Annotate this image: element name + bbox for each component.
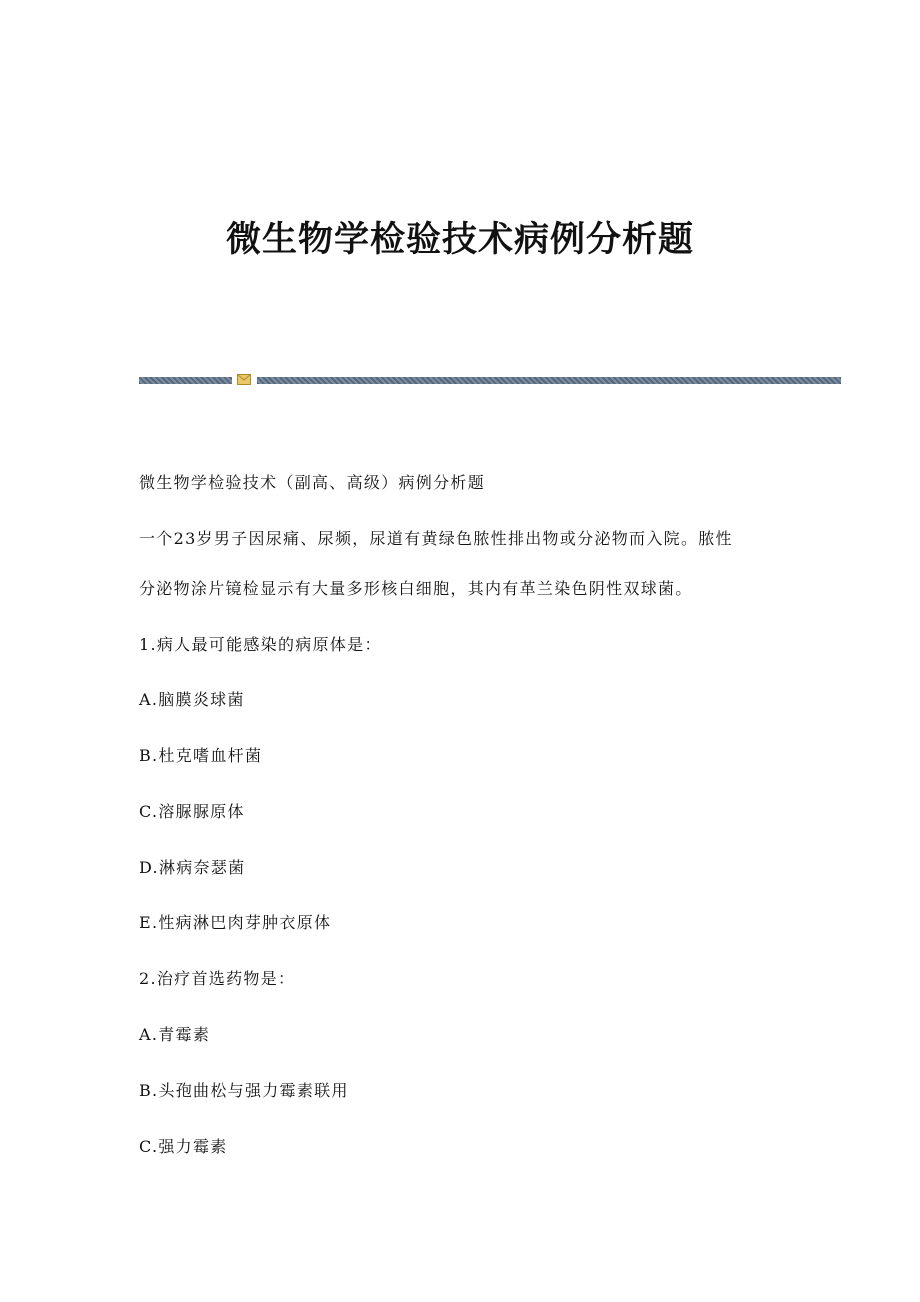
envelope-ornament-icon — [237, 374, 251, 385]
case-description-line-2: 分泌物涂片镜检显示有大量多形核白细胞，其内有革兰染色阴性双球菌。 — [139, 579, 693, 598]
document-subtitle: 微生物学检验技术（副高、高级）病例分析题 — [139, 473, 486, 492]
question-1-option-e: E.性病淋巴肉芽肿衣原体 — [139, 913, 332, 932]
case-description-line-1: 一个23岁男子因尿痛、尿频，尿道有黄绿色脓性排出物或分泌物而入院。脓性 — [139, 529, 733, 548]
question-2-option-a: A.青霉素 — [139, 1025, 211, 1044]
question-1-option-c: C.溶脲脲原体 — [139, 802, 245, 821]
question-2: 2.治疗首选药物是： — [139, 969, 296, 988]
question-1-option-d: D.淋病奈瑟菌 — [139, 858, 246, 877]
question-2-option-c: C.强力霉素 — [139, 1137, 228, 1156]
question-1: 1.病人最可能感染的病原体是： — [139, 635, 382, 654]
question-1-option-b: B.杜克嗜血杆菌 — [139, 746, 263, 765]
question-1-option-a: A.脑膜炎球菌 — [139, 690, 245, 709]
divider-bar-left — [139, 377, 232, 384]
divider-bar-right — [257, 377, 841, 384]
question-2-option-b: B.头孢曲松与强力霉素联用 — [139, 1081, 349, 1100]
title-divider — [139, 374, 841, 385]
page-title: 微生物学检验技术病例分析题 — [225, 219, 694, 260]
